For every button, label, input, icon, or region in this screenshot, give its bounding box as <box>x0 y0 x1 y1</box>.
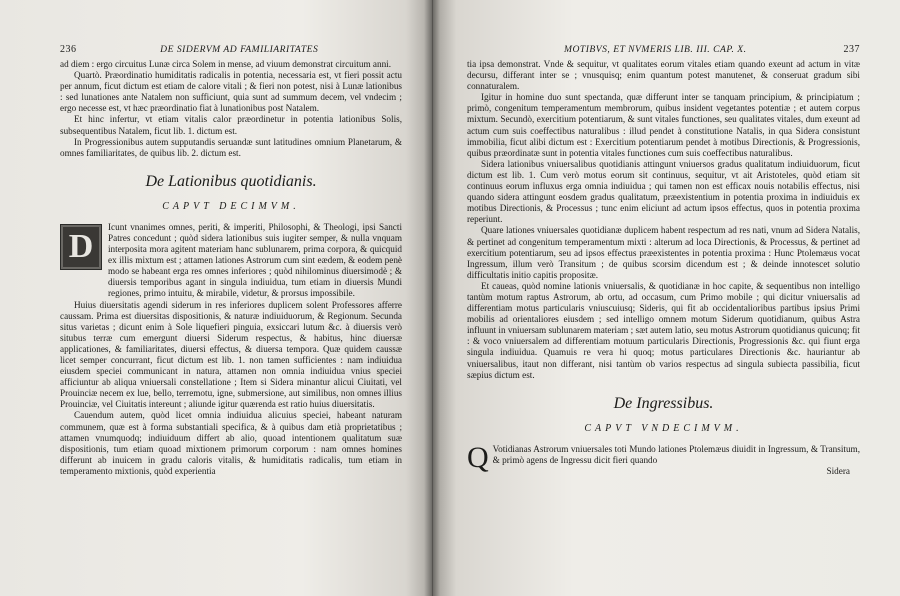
catchword: Sidera <box>826 465 850 476</box>
running-head-left <box>60 44 402 55</box>
chapter-heading: CAPVT VNDECIMVM. <box>584 422 743 434</box>
paragraph: tia ipsa demonstrat. Vnde & sequitur, vt qualitates eorum vitales etiam quando exeunt ad actum in vitæ decursu, differant inter se ; vnusquisq; enim quantum potest manutenet, & conseruat gradum sibi connaturalem. <box>467 59 860 92</box>
paragraph: Quartò. Præordinatio humiditatis radicalis in potentia, necessaria est, vt fieri possit actu per annum, ficut dictum est etiam de calore vitali ; & fieri non potest, nisi à Lunæ lationibus : sed lunationes ante Natalem non sufficiunt, quia sunt ad summum decem, vel vndecim ; ergo necesse est, vt hæc præordinatio fiat à lunationibus post Natalem. <box>60 70 402 114</box>
paragraph: Icunt vnanimes omnes, periti, & imperiti, Philosophi, & Theologi, ipsi Sancti Patres concedunt ; quòd sidera lationibus suis iugiter semper, & nulla vnquam interposita mora agitent materiam hanc sublunarem, prima corpora, & quicquid ex illis mixtum est ; attamen lationes Astrorum cum sint eædem, & eodem penè modo se habeant erga res omnes inferiores ; quòd nihilominus diuersimodè ; & diuersis temporibus agant in singula indiuidua, tum etiam in diuersis Mundi regiones, primo intuitu, & mirabile, videtur, & prorsus impossibile. <box>108 221 402 299</box>
running-head-right <box>467 44 860 55</box>
right-page <box>432 0 900 596</box>
initial-letter: Q <box>467 440 489 474</box>
running-head-title-right: MOTIBVS, ET NVMERIS LIB. III. CAP. X. <box>563 44 747 55</box>
paragraph: Cauendum autem, quòd licet omnia indiuidua alicuius speciei, habeant naturam communem, quæ est à forma substantiali specifica, & à quibus dam etià proprietatibus ; attamen vnumquodq; indiuiduum differt ab alio, quoad intentionem qualitatum suæ dispositionis, tum etiam quoad mixtionem primorum corporum : nam omnes homines differunt ab inuicem in gradu caloris vitalis, & humiditatis radicalis, tum etiam in temperamento mixtionis, quòd experientia <box>60 410 402 476</box>
paragraph: Et caueas, quòd nomine lationis vniuersalis, & quotidianæ in hoc capite, & sequentibus non intelligo tantùm motum raptus Astrorum, ab ortu, ad occasum, cum Primo mobile ; qui dicitur vniuersalis ad differentiam motus particularis vniuscuiusq; Sideris, qui fit ab occidentalioribus partibus ipsius Primi mobilis ad orientaliores eiusdem ; sed intelligo omnem motum Siderum quotidianum, quibus Astra influunt in vniuersam sublunarem materiam ; sæt autem latio, seu motus Astrorum quotidianus quicunq; fit : & voco vniuersalem ad differentiam motuum particularis Directionis, Progressionis &c. qui fiunt erga singula indiuidua. Quamuis re vera hi quoq; motus particulares Directionis &c. hauriantur ab vniuersalibus, itaut non differant, nisi tantùm ob varios respectus ad singula subiecta passibilia, ficut sæpius dictum est. <box>467 280 860 380</box>
section-title: De Ingressibus. <box>613 394 714 412</box>
chapter-heading: CAPVT DECIMVM. <box>162 200 300 212</box>
paragraph: ad diem : ergo circuitus Lunæ circa Solem in mense, ad viuum demonstrat circuitum anni. <box>60 59 392 69</box>
paragraph: Igitur in homine duo sunt spectanda, quæ differunt inter se tanquam principium, & principiatum ; primò, congenitum temperamentum membrorum, quibus insident vegetantes potentiæ ; et autem corpus mixtum. Secundò, exercitium potentiarum, & sunt vitales functiones, seu qualitates vitales, dum exeunt ad actum cum suis coeffectibus naturalibus : illud pendet à constitutione Natalis, in qua Sidera consistunt immobilia, ficut alibi dictum est : Exercitium potentiarum pendet à motibus Directionis, & Progressionis, quibus præordinatæ sunt in potentia vitales functiones cum suis coeffectibus naturalibus. <box>467 92 860 158</box>
paragraph: Et hinc infertur, vt etiam vitalis calor præordinetur in potentia lationibus Solis, subsequentibus Natalem, ficut lib. 1. dictum est. <box>60 114 402 136</box>
page-number-right: 237 <box>843 44 860 55</box>
paragraph: Sidera lationibus vniuersalibus quotidianis attingunt vniuersos gradus qualitatum indiuiduorum, ficut dictum est lib. 1. Cum verò motus eorum sit continuus, sequitur, vt ait Aristoteles, quòd etiam sit continuus eorum influxus erga omnia indiuidua ; qui tamen non est efficax nouis notabilis effectus, nisi quando sidera attingunt eosdem gradus qualitatum, præexistentium in potentia proxima in indiuiduis ex motibus Directionis, & Processus ; tunc enim eliciunt ad actum ipsos effectus, quos in potentia proxima reperiunt. <box>467 158 860 225</box>
paragraph: Votidianas Astrorum vniuersales toti Mundo lationes Ptolemæus diuidit in Ingressum, & Transitum, & primò agens de Ingressu dicit fieri quando <box>492 443 860 465</box>
page-number-left: 236 <box>60 44 77 55</box>
chapter-opening <box>60 222 402 300</box>
paragraph: Quare lationes vniuersales quotidianæ duplicem habent respectum ad res nati, vnum ad Sidera Natalis, & pertinet ad congenitum temperamentum mixti : alterum ad loca Directionis, & Processus, & pertinet ad exercitium potentiarum, seu ad ipsos effectus præexistentes in potentia proxima : Hunc Ptolemæus vocat Ingressum, illum verò Transitum ; de quibus scorsim dicendum est ; & deinde innotescet solutio difficultatis initio capitis propositæ. <box>467 225 860 280</box>
section-title: De Lationibus quotidianis. <box>145 172 317 190</box>
decorated-initial: D <box>60 224 102 270</box>
paragraph: In Progressionibus autem supputandis seruandæ sunt latitudines omnium Planetarum, & omnes familiaritates, de quibus lib. 2. dictum est. <box>60 136 402 158</box>
paragraph: Huius diuersitatis agendi siderum in res inferiores duplicem solent Professores afferre caussam. Prima est diuersitas dispositionis, & naturæ indiuiduorum, & Regionum. Secunda situs varietas ; dicunt enim à Sole liquefieri pinguia, exsiccari lutum &c. à diuersis verò situbus terræ cum emergunt diuersi Siderum respectus, & habitus, hinc diuersæ applicationes, & familiaritates, diuersi effectus, & diuersa tempora. Quæ quidem caussæ licet semper concurrant, ficut dictum est lib. 1. non tamen sufficientes : nam indiuidua eiusdem speciei communicant in natura, attamen non omnia indiuidua vnius speciei afficiuntur ab aliqua vniuersali constellatione ; Item si Sidera minantur alicui Ciuitati, vel Prouinciæ necem ex lue, bello, terremotu, igne, submersione, aut similibus, non omnes illius Prouinciæ, vel Ciuitatis intereunt ; aliunde igitur quærenda est ratio huius diuersitatis. <box>60 299 402 410</box>
running-head-title-left: DE SIDERVM AD FAMILIARITATES <box>160 44 319 55</box>
book-gutter <box>424 0 440 596</box>
left-page <box>0 0 432 596</box>
